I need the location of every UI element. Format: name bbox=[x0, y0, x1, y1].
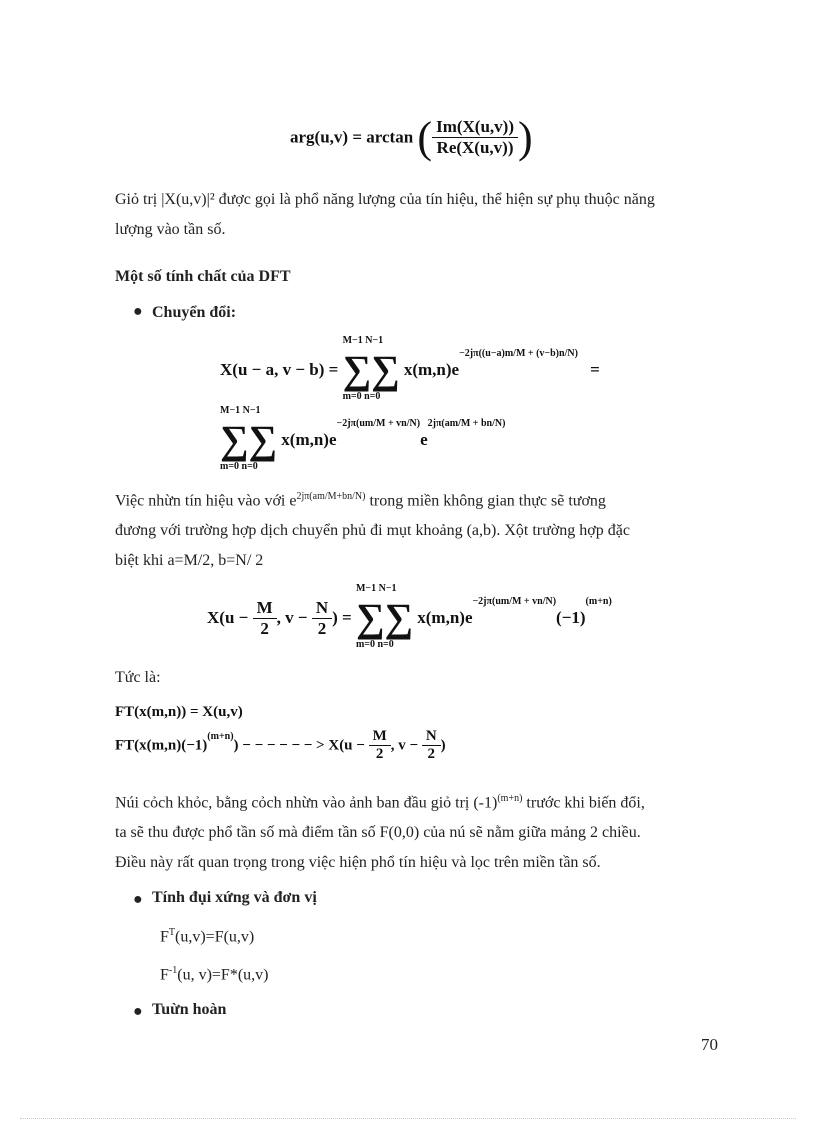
formula-shift-exp2b: 2jπ(am/M + bn/N) bbox=[427, 417, 506, 429]
formula-half-shift bbox=[207, 583, 612, 651]
ft-line1: FT(x(m,n)) = X(u,v) bbox=[115, 704, 243, 720]
formula-shift-exponent: −2jπ((u−a)m/M + (v−b)n/N) bbox=[459, 347, 578, 359]
formula-half-lhs1: X(u − bbox=[207, 608, 249, 628]
ft-sym: F bbox=[160, 928, 169, 946]
para3-exp: (m+n) bbox=[497, 793, 523, 804]
formula-half-tail: (−1) bbox=[556, 608, 586, 628]
ft2-lhs: FT(x(m,n)(−1) bbox=[115, 737, 208, 754]
bullet-item-periodic: Tuừn hoàn bbox=[152, 1001, 227, 1018]
page-number: 70 bbox=[701, 1035, 718, 1054]
para3-line1 bbox=[115, 784, 705, 818]
bullet-dot-3: ● bbox=[133, 1003, 143, 1020]
para3-line2: ta sẽ thu được phổ tần số mà điểm tần số F(0,0) của nú sẽ nằm giữa mảng 2 chiều. bbox=[115, 824, 641, 842]
sum-lower-limit-3: m=0 n=0 bbox=[355, 639, 394, 651]
paragraph-energy-spectrum bbox=[115, 185, 705, 245]
frac-n: N bbox=[312, 598, 332, 619]
para3-line3: Điều này rất quan trọng trong việc hiện phổ tín hiệu và lọc trên miền tần số. bbox=[115, 854, 601, 872]
formula-shift-line1 bbox=[220, 335, 600, 402]
para3-line1a: Núi cỏch khỏc, bằng cỏch nhừn vào ảnh ban đầu giỏ trị (-1) bbox=[115, 794, 498, 812]
para1-line2: lượng vào tần số. bbox=[115, 221, 226, 238]
page-divider bbox=[20, 1118, 796, 1119]
ft-inverse bbox=[160, 956, 750, 990]
sum-upper-limit-2: M−1 N−1 bbox=[220, 405, 261, 416]
ft2-two-2: 2 bbox=[427, 746, 435, 763]
frac-m-over-2 bbox=[253, 598, 277, 638]
formula-arg-num: Im(X(u,v)) bbox=[432, 117, 518, 138]
frac-two: 2 bbox=[260, 618, 269, 638]
para2-exponent: 2jπ(am/M+bn/N) bbox=[296, 491, 366, 502]
formula-shift-body2: x(m,n)e bbox=[281, 430, 337, 449]
formula-half-exp: −2jπ(um/M + vn/N) bbox=[472, 595, 557, 607]
tuc-la: Tức là: bbox=[115, 669, 161, 686]
bullet-item-shift: Chuyển đổi: bbox=[152, 304, 237, 321]
ft-sym-sup: T bbox=[168, 927, 176, 938]
formula-shift-body: x(m,n)e bbox=[403, 360, 460, 379]
ft2-n: N bbox=[422, 728, 441, 746]
bullet-dot-1: ● bbox=[133, 303, 143, 320]
ft2-frac-m bbox=[369, 728, 391, 764]
section-heading: Một số tính chất của DFT bbox=[115, 268, 291, 285]
para2-line1b: trong miền không gian thực sẽ tương bbox=[369, 492, 606, 510]
sum-upper-limit-3: M−1 N−1 bbox=[355, 583, 397, 595]
ft-inv-sup: -1 bbox=[168, 965, 178, 976]
formula-shift-e2: e bbox=[420, 430, 428, 449]
ft2-exp: (m+n) bbox=[207, 731, 234, 743]
bullet-dot-2: ● bbox=[133, 891, 143, 908]
formula-shift-exp2a: −2jπ(um/M + vn/N) bbox=[336, 417, 421, 429]
ft-line2 bbox=[115, 728, 446, 764]
formula-half-tail-exp: (m+n) bbox=[585, 595, 612, 607]
sum-lower-limit-2: m=0 n=0 bbox=[220, 461, 258, 472]
sum-symbol-2: ∑∑ M−1 N−1 m=0 n=0 bbox=[220, 405, 278, 472]
frac-two-2: 2 bbox=[317, 618, 327, 638]
ft2-two: 2 bbox=[375, 746, 384, 763]
para1-line1: Giỏ trị |X(u,v)|² được gọi là phổ năng lượng của tín hiệu, thể hiện sự phụ thuộc năng bbox=[115, 191, 655, 208]
ft-inv-rest: (u, v)=F*(u,v) bbox=[177, 966, 269, 984]
ft2-end: ) bbox=[440, 737, 446, 754]
formula-half-mid: , v − bbox=[276, 608, 308, 628]
para3-line1b: trước khi biến đổi, bbox=[526, 794, 645, 812]
formula-shift-eq: = bbox=[590, 360, 600, 379]
formula-arg-den: Re(X(u,v)) bbox=[436, 138, 514, 157]
bullet-item-symmetry: Tính đụi xứng và đơn vị bbox=[152, 889, 317, 906]
sum-upper-limit: M−1 N−1 bbox=[342, 335, 384, 346]
paragraph-multiplication bbox=[115, 482, 705, 576]
ft2-arrow: ) − − − − − − > X(u − bbox=[233, 737, 365, 754]
sum-symbol-3: ∑∑ M−1 N−1 m=0 n=0 bbox=[355, 583, 413, 651]
paragraph-centering bbox=[115, 784, 705, 878]
ft2-m: M bbox=[369, 728, 391, 746]
formula-arg-lhs: arg(u,v) = arctan bbox=[290, 127, 414, 147]
formula-half-eq: ) = bbox=[332, 608, 352, 628]
ft-inv: F bbox=[160, 966, 169, 984]
formula-shift-lhs: X(u − a, v − b) = bbox=[220, 360, 339, 379]
formula-arg-fraction bbox=[432, 117, 518, 157]
para2-line1a: Việc nhừn tín hiệu vào với e bbox=[115, 492, 297, 510]
sum-symbol: ∑∑ M−1 N−1 m=0 n=0 bbox=[342, 335, 400, 402]
ft-transpose bbox=[160, 918, 750, 952]
ft2-frac-n bbox=[422, 728, 441, 764]
frac-m: M bbox=[253, 598, 277, 619]
para2-line1 bbox=[115, 482, 705, 516]
frac-n-over-2 bbox=[312, 598, 332, 638]
para2-line3: biệt khi a=M/2, b=N/ 2 bbox=[115, 552, 264, 570]
ft2-mid: , v − bbox=[390, 737, 419, 754]
formula-half-body: x(m,n)e bbox=[417, 608, 473, 628]
sum-lower-limit: m=0 n=0 bbox=[342, 391, 381, 402]
formula-arg: arg(u,v) = arctan ( $\frac{Im(X(u,v))}{Re(X(u,v))}$ ) bbox=[290, 113, 533, 162]
formula-shift-line2 bbox=[220, 405, 506, 472]
ft-sym-rest: (u,v)=F(u,v) bbox=[175, 928, 255, 946]
para2-line2: đương với trường hợp dịch chuyển phủ đi mụt khoảng (a,b). Xột trường hợp đặc bbox=[115, 522, 630, 540]
